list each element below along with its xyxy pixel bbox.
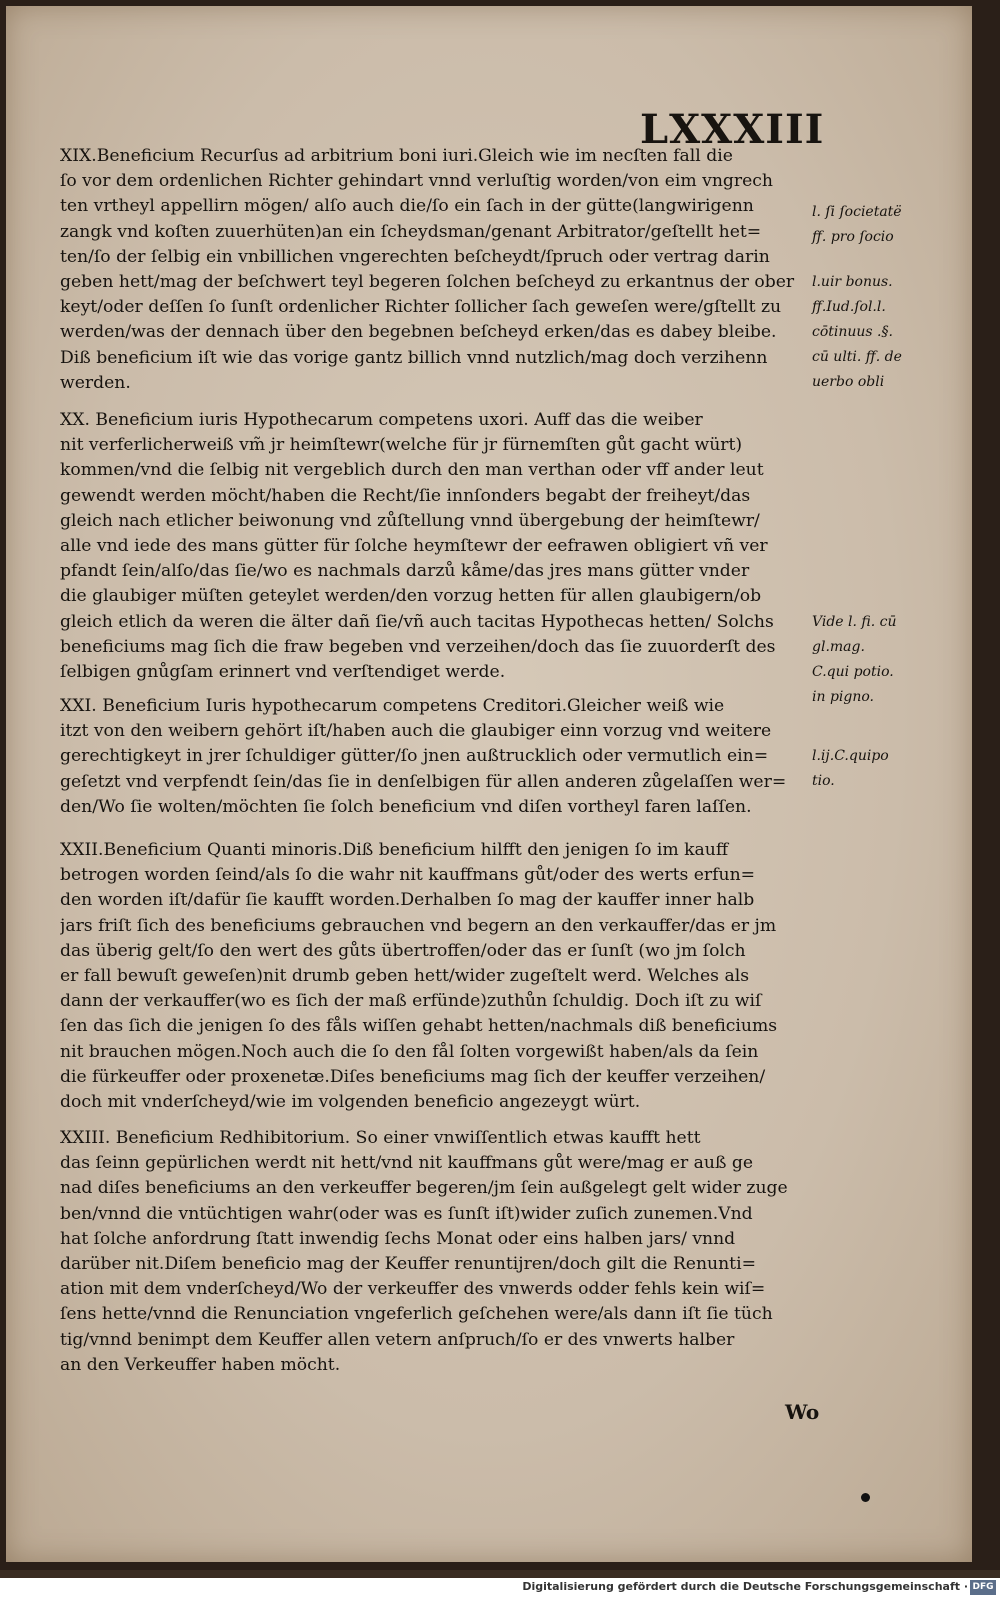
- margin-line: tio.: [812, 773, 835, 789]
- text-line: ſelbigen gnůgſam erinnert vnd verſtendiget werde.: [60, 662, 506, 683]
- margin-line: cōtinuus .§.: [812, 324, 893, 340]
- text-line: hat ſolche anfordrung ſtatt inwendig ſechs Monat oder eins halben jars/ vnnd: [60, 1228, 736, 1249]
- text-line: nad diſes beneficiums an den verkeuffer begeren/jm ſein außgelegt gelt wider zuge: [60, 1178, 788, 1199]
- text-line: XXIII. Beneficium Redhibitorium. So einer vnwiſſentlich etwas kaufft hett: [60, 1128, 701, 1148]
- catchword: Wo: [785, 1400, 820, 1424]
- text-line: ſo vor dem ordenlichen Richter gehindart vnnd verluſtig worden/von eim vngrech: [60, 171, 773, 192]
- text-line: XXII.Beneficium Quanti minoris.Diß beneficium hilfft den jenigen ſo im kauff: [60, 840, 729, 860]
- text-line: darüber nit.Diſem beneficio mag der Keuffer renuntijren/doch gilt die Renunti=: [60, 1254, 756, 1275]
- text-line: werden.: [60, 372, 131, 393]
- section-xxiii: [60, 1126, 810, 1378]
- text-line: itzt von den weibern gehört iſt/haben auch die glaubiger einn vorzug vnd weitere: [60, 721, 772, 742]
- ink-dot: [861, 1493, 870, 1502]
- margin-line: C.qui potio.: [812, 664, 894, 680]
- text-line: beneficiums mag ſich die fraw begeben vnd verzeihen/doch das ſie zuuorderſt des: [60, 636, 776, 657]
- margin-line: gl.mag.: [812, 639, 865, 655]
- margin-line: cū ulti. ff. de: [812, 349, 902, 365]
- text-line: werden/was der dennach über den begebnen beſcheyd erken/das es dabey bleibe.: [60, 322, 777, 343]
- text-line: pfandt ſein/alſo/das ſie/wo es nachmals darzů kåme/das jres mans gütter vnder: [60, 561, 750, 582]
- text-line: gewendt werden möcht/haben die Recht/ſie innſonders begabt der freiheyt/das: [60, 485, 751, 506]
- text-line: die fürkeuffer oder proxenetæ.Diſes beneficiums mag ſich der keuffer verzeihen/: [60, 1066, 766, 1087]
- text-line: den/Wo ſie wolten/möchten ſie ſolch beneficium vnd diſen vortheyl faren laſſen.: [60, 796, 752, 817]
- section-xx: [60, 408, 810, 685]
- text-line: gerechtigkeyt in jrer ſchuldiger gütter/ſo jnen außtrucklich oder vermutlich ein=: [60, 746, 769, 767]
- text-line: gleich etlich da weren die älter dañ ſie/vñ auch tacitas Hypothecas hetten/ Solchs: [60, 611, 774, 632]
- text-line: XIX.Beneficium Recurſus ad arbitrium boni iuri.Gleich wie im necſten fall die: [60, 146, 733, 166]
- text-line: dann der verkauffer(wo es ſich der maß erfünde)zuthůn ſchuldig. Doch iſt zu wiſ: [60, 991, 762, 1012]
- margin-line: ff.Iud.ſol.l.: [812, 299, 886, 315]
- text-line: ben/vnnd die vntüchtigen wahr(oder was es ſunſt iſt)wider zuſich zunemen.Vnd: [60, 1203, 753, 1224]
- margin-note-2: [812, 270, 912, 395]
- text-line: die glaubiger müſten geteylet werden/den vorzug hetten für allen glaubigern/ob: [60, 586, 762, 607]
- text-line: ation mit dem vnderſcheyd/Wo der verkeuffer des vnwerds odder fehls kein wiſ=: [60, 1279, 766, 1300]
- folio-number: LXXXIII: [640, 106, 825, 153]
- margin-line: uerbo obli: [812, 374, 885, 390]
- text-line: alle vnd iede des mans gütter für ſolche heymſtewr der eefrawen obligiert vñ ver: [60, 536, 768, 557]
- margin-line: l.uir bonus.: [812, 274, 893, 290]
- text-line: ten vrtheyl appellirn mögen/ alſo auch die/ſo ein ſach in der gütte(langwirigenn: [60, 196, 754, 217]
- text-line: XX. Beneficium iuris Hypothecarum competens uxori. Auff das die weiber: [60, 410, 703, 430]
- text-line: Diß beneficium iſt wie das vorige gantz billich vnnd nutzlich/mag doch verzihenn: [60, 347, 768, 368]
- margin-line: l.ij.C.quipo: [812, 748, 889, 764]
- text-line: kommen/vnd die ſelbig nit vergeblich durch den man verthan oder vff ander leut: [60, 460, 764, 481]
- text-line: zangk vnd koſten zuuerhüten)an ein ſcheydsman/genant Arbitrator/geſtellt het=: [60, 221, 762, 242]
- text-line: tig/vnnd benimpt dem Keuffer allen vetern anſpruch/ſo er des vnwerts halber: [60, 1329, 735, 1350]
- margin-line: in pigno.: [812, 689, 874, 705]
- text-line: ſens hette/vnnd die Renunciation vngeferlich geſchehen were/als dann iſt ſie tüch: [60, 1304, 773, 1325]
- footer-credit: Digitalisierung gefördert durch die Deutsche Forschungsgemeinschaft ·: [522, 1580, 968, 1593]
- text-line: jars friſt ſich des beneficiums gebrauchen vnd begern an den verkauffer/das er jm: [60, 915, 777, 936]
- text-line: doch mit vnderſcheyd/wie im volgenden beneficio angezeygt würt.: [60, 1092, 641, 1113]
- dfg-logo-icon: DFG: [970, 1580, 996, 1595]
- text-line: nit verferlicherweiß vm̃ jr heimſtewr(welche für jr fürnemſten gůt gacht würt): [60, 435, 743, 456]
- text-line: geben hett/mag der beſchwert teyl begeren ſolchen beſcheyd zu erkantnus der ober: [60, 272, 795, 293]
- text-line: keyt/oder deſſen ſo ſunſt ordenlicher Richter ſollicher ſach geweſen were/gſtellt zu: [60, 297, 782, 318]
- section-xxi: [60, 694, 810, 820]
- section-xix: [60, 144, 810, 396]
- margin-note-1: [812, 200, 912, 250]
- margin-note-4: [812, 744, 912, 794]
- text-line: das ſeinn gepürlichen werdt nit hett/vnd nit kauffmans gůt were/mag er auß ge: [60, 1153, 754, 1174]
- text-line: ſen das ſich die jenigen ſo des fåls wiſſen gehabt hetten/nachmals diß beneficiums: [60, 1016, 778, 1037]
- text-line: das überig gelt/ſo den wert des gůts übertroffen/oder das er ſunſt (wo jm ſolch: [60, 940, 746, 961]
- text-line: XXI. Beneficium Iuris hypothecarum competens Creditori.Gleicher weiß wie: [60, 696, 725, 716]
- text-line: geſetzt vnd verpfendt ſein/das ſie in denſelbigen für allen anderen zůgelaſſen wer=: [60, 771, 787, 792]
- section-xxii: [60, 838, 810, 1115]
- text-line: betrogen worden ſeind/als ſo die wahr nit kauffmans gůt/oder des werts erfun=: [60, 865, 756, 886]
- text-line: ten/ſo der ſelbig ein vnbillichen vngerechten beſcheydt/ſpruch oder vertrag darin: [60, 246, 770, 267]
- margin-note-3: [812, 610, 912, 710]
- text-line: den worden iſt/dafür ſie kaufft worden.Derhalben ſo mag der kauffer inner halb: [60, 890, 755, 911]
- text-line: nit brauchen mögen.Noch auch die ſo den fål ſolten vorgewißt haben/als da ſein: [60, 1041, 759, 1062]
- text-line: er fall bewuſt geweſen)nit drumb geben hett/wider zugeſtelt werd. Welches als: [60, 966, 750, 987]
- margin-line: ff. pro ſocio: [812, 229, 894, 245]
- text-line: an den Verkeuffer haben möcht.: [60, 1354, 341, 1375]
- margin-line: Vide l. fi. cū: [812, 614, 897, 630]
- margin-line: l. ſi ſocietatë: [812, 204, 902, 220]
- text-line: gleich nach etlicher beiwonung vnd zůſtellung vnnd übergebung der heimſtewr/: [60, 510, 760, 531]
